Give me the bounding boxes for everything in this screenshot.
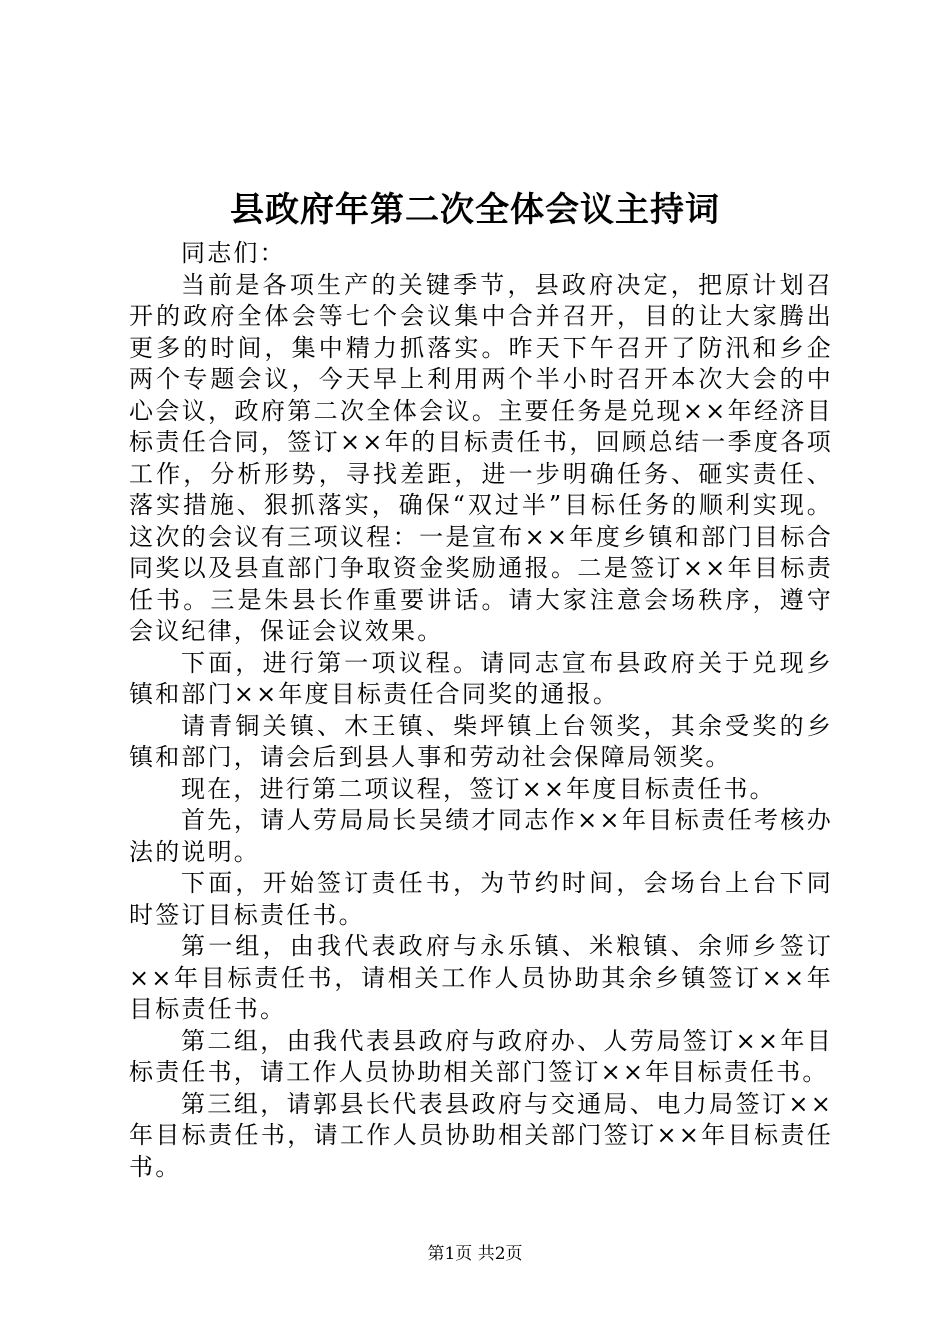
- paragraph: 请青铜关镇、木王镇、柴坪镇上台领奖，其余受奖的乡镇和部门，请会后到县人事和劳动社会保障局领奖。: [129, 711, 833, 771]
- paragraph: 下面，进行第一项议程。请同志宣布县政府关于兑现乡镇和部门××年度目标责任合同奖的通报。: [129, 648, 833, 708]
- page-indicator: 第1页 共2页: [427, 1244, 523, 1264]
- paragraph: 当前是各项生产的关键季节，县政府决定，把原计划召开的政府全体会等七个会议集中合并召开，目的让大家腾出更多的时间，集中精力抓落实。昨天下午召开了防汛和乡企两个专题会议，今天早上利用两个半小时召开本次大会的中心会议，政府第二次全体会议。主要任务是兑现××年经济目标责任合同，签订××年的目标责任书，回顾总结一季度各项工作，分析形势，寻找差距，进一步明确任务、砸实责任、落实措施、狠抓落实，确保“双过半”目标任务的顺利实现。这次的会议有三项议程：一是宣布××年度乡镇和部门目标合同奖以及县直部门争取资金奖励通报。二是签订××年目标责任书。三是朱县长作重要讲话。请大家注意会场秩序，遵守会议纪律，保证会议效果。: [129, 270, 833, 645]
- paragraph: 第三组，请郭县长代表县政府与交通局、电力局签订××年目标责任书，请工作人员协助相关部门签订××年目标责任书。: [129, 1089, 833, 1181]
- paragraph: 第一组，由我代表政府与永乐镇、米粮镇、余师乡签订××年目标责任书，请相关工作人员协助其余乡镇签订××年目标责任书。: [129, 932, 833, 1023]
- paragraph: 现在，进行第二项议程，签订××年度目标责任书。: [181, 774, 776, 803]
- document-title: 县政府年第二次全体会议主持词: [230, 190, 720, 230]
- paragraph: 下面，开始签订责任书，为节约时间，会场台上台下同时签订目标责任书。: [129, 869, 833, 929]
- paragraph: 第二组，由我代表县政府与政府办、人劳局签订××年目标责任书，请工作人员协助相关部门签订××年目标责任书。: [129, 1026, 833, 1086]
- salutation: 同志们：: [181, 239, 286, 267]
- document-body: [129, 238, 833, 1183]
- paragraph: 首先，请人劳局局长吴绩才同志作××年目标责任考核办法的说明。: [129, 806, 833, 866]
